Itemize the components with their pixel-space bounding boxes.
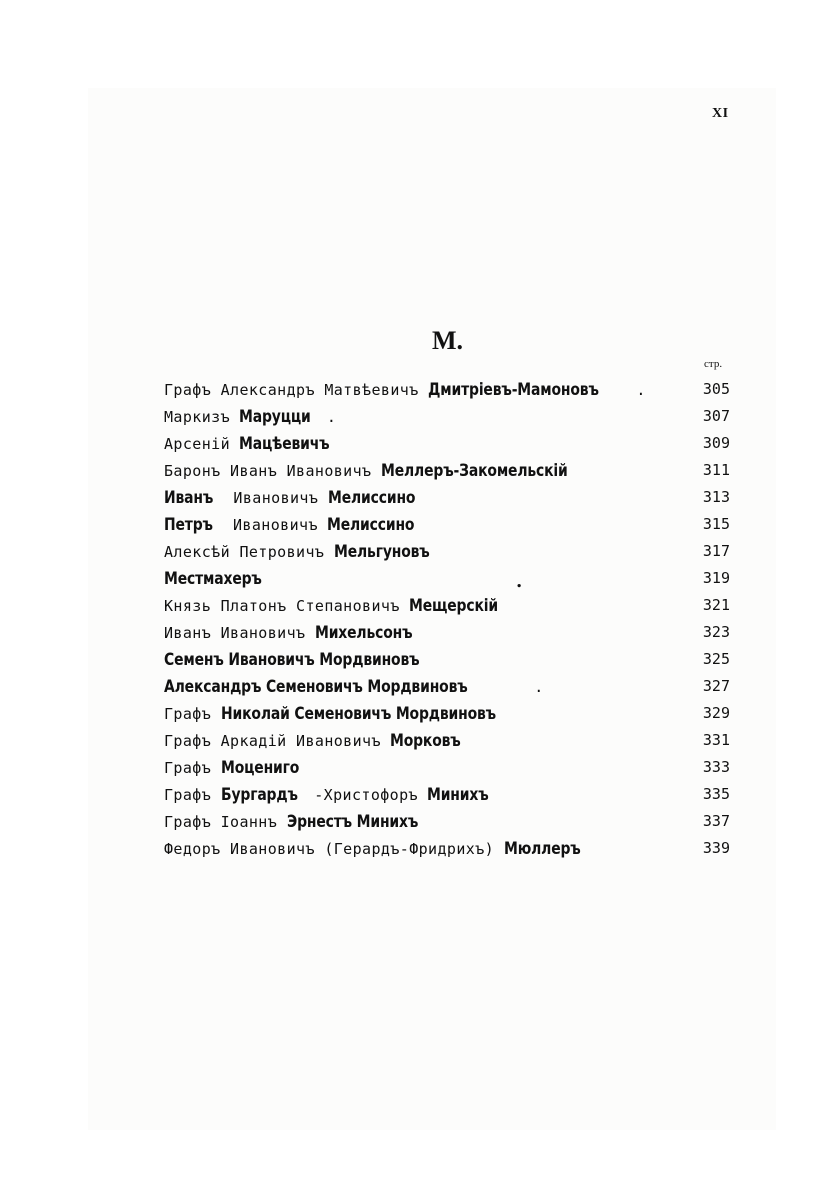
entry-page-number: 309 [702, 434, 730, 452]
entry-surname: Мацѣевичъ [239, 434, 330, 454]
entry-page-number: 311 [702, 461, 730, 479]
index-entry [164, 673, 730, 700]
entry-light-text: Федоръ Ивановичъ (Герардъ-Фридрихъ) [164, 840, 504, 858]
entry-tail: . [534, 678, 544, 696]
entry-page-number: 329 [702, 704, 730, 722]
index-entry [164, 511, 730, 538]
entry-page-number: 307 [702, 407, 730, 425]
entry-light-text: Графъ Аркадій Ивановичъ [164, 732, 391, 750]
entry-page-number: 323 [702, 623, 730, 641]
entry-light-text: Графъ Іоаннъ [164, 813, 287, 831]
entry-surname: Николай Семеновичъ Мордвиновъ [220, 704, 496, 724]
index-entry [164, 484, 730, 511]
entry-tail: . [326, 408, 337, 426]
entry-page-number: 319 [702, 569, 730, 587]
entry-surname: Мещерскій [409, 596, 499, 616]
index-entry [164, 538, 730, 565]
index-entry [164, 403, 730, 430]
entry-light-text: Графъ [164, 786, 221, 804]
index-entry [164, 700, 730, 727]
entry-tail: . [636, 381, 646, 399]
entry-page-number: 333 [702, 758, 730, 776]
entry-surname: Мюллеръ [503, 839, 581, 859]
index-entry [164, 457, 730, 484]
stray-print-mark: . [516, 571, 523, 592]
entry-light-text: Арсеній [164, 435, 240, 453]
index-entry [164, 808, 730, 835]
entry-surname: Дмитріевъ-Мамоновъ [428, 380, 599, 400]
index-entry [164, 565, 730, 592]
entry-surname: Мелиссино [327, 488, 416, 508]
index-entry [164, 754, 730, 781]
entry-light-text: Графъ Александръ Матвѣевичъ [164, 381, 429, 399]
entry-page-number: 315 [702, 515, 730, 533]
entry-surname: Местмахеръ [164, 569, 262, 589]
entry-surname: Мельгуновъ [333, 542, 430, 562]
entry-page-number: 331 [702, 731, 730, 749]
entry-surname: Мелиссино [327, 515, 415, 535]
entry-light-text: Графъ [164, 759, 221, 777]
entry-second-name: -Христофоръ [314, 786, 428, 804]
entry-surname: Минихъ [427, 785, 489, 805]
entry-page-number: 313 [702, 488, 730, 506]
index-entries [164, 376, 730, 862]
entry-first-name: Иванъ [164, 488, 214, 508]
entry-surname: Меллеръ-Закомельскій [380, 461, 568, 481]
index-entry [164, 727, 730, 754]
entry-light-text: Алексѣй Петровичъ [164, 543, 334, 561]
entry-page-number: 327 [702, 677, 730, 695]
page-folio: XI [712, 106, 729, 121]
entry-page-number: 321 [702, 596, 730, 614]
entry-first-name: Петръ [164, 515, 213, 535]
index-entry [164, 619, 730, 646]
entry-page-number: 305 [702, 380, 730, 398]
entry-surname: Михельсонъ [314, 623, 413, 643]
entry-surname: Семенъ Ивановичъ Мордвиновъ [164, 650, 420, 670]
index-entry [164, 430, 730, 457]
index-entry [164, 835, 730, 862]
entry-first-name: Бургардъ [220, 785, 298, 805]
entry-page-number: 339 [702, 839, 730, 857]
index-entry [164, 781, 730, 808]
index-entry [164, 592, 730, 619]
entry-page-number: 335 [702, 785, 730, 803]
entry-page-number: 337 [702, 812, 730, 830]
page-column-heading: стр. [704, 358, 723, 370]
index-entry [164, 646, 730, 673]
entry-light-text: Графъ [164, 705, 221, 723]
entry-light-text: Маркизъ [164, 408, 240, 426]
entry-page-number: 325 [702, 650, 730, 668]
entry-surname: Маруцци [239, 407, 312, 427]
entry-surname: Александръ Семеновичъ Мордвиновъ [164, 677, 468, 697]
entry-light-text: Князь Платонъ Степановичъ [164, 597, 410, 615]
entry-surname: Морковъ [390, 731, 461, 751]
entry-surname: Моцениго [220, 758, 299, 778]
entry-patronymic: Ивановичъ [223, 516, 328, 534]
entry-page-number: 317 [702, 542, 730, 560]
section-heading: М. [432, 326, 464, 355]
entry-light-text: Баронъ Иванъ Ивановичъ [164, 462, 381, 480]
entry-light-text: Иванъ Ивановичъ [164, 624, 315, 642]
entry-surname: Эрнестъ Минихъ [286, 812, 418, 832]
index-entry [164, 376, 730, 403]
entry-patronymic: Ивановичъ [223, 489, 328, 507]
